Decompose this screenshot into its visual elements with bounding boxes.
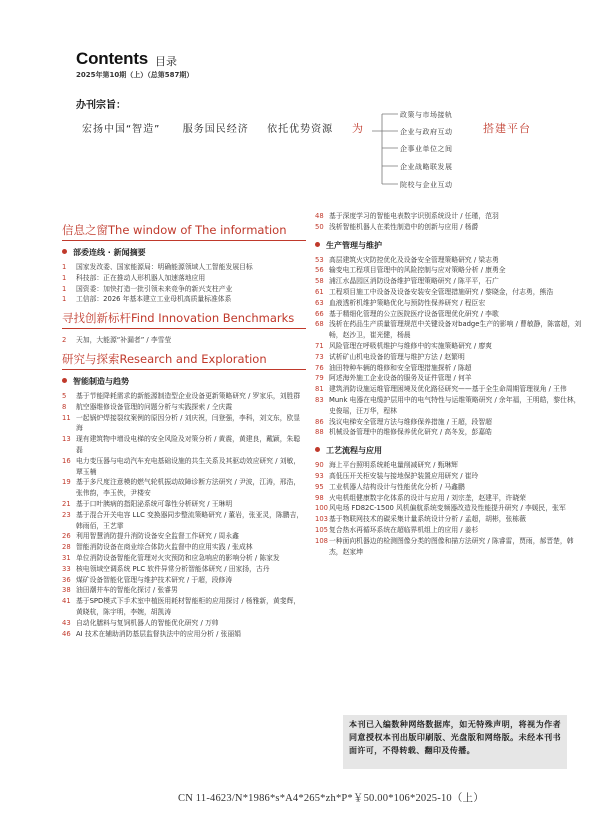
toc-entry <box>315 309 585 320</box>
entry-title: 电力变压器与电动汽车充电基础设施的共生关系及其驱动效应研究 / 刘敏，覃玉楠 <box>76 456 301 476</box>
page-number: 19 <box>62 478 71 487</box>
entry-title: 一种面向机器边的检测图像分类的图像和描方法研究 / 陈睿雷，贾雨，郝晋楚，韩杰，赵家坤 <box>329 536 574 556</box>
subsection-heading: 智能制造与趋势 <box>62 376 306 388</box>
entry-title: 利用智慧消防提升消防设备安全监督工作研究 / 周永鑫 <box>76 532 239 541</box>
toc-entry <box>315 276 585 287</box>
page-number: 28 <box>62 543 71 552</box>
top-entries <box>315 211 585 233</box>
page-number: 16 <box>62 456 71 465</box>
page-number: 23 <box>62 510 71 519</box>
toc-entry <box>315 384 585 395</box>
page-number: 83 <box>315 395 324 404</box>
page-number: 53 <box>315 255 324 264</box>
toc-entry <box>315 373 585 384</box>
page-number: 61 <box>315 287 324 296</box>
subsection-heading: 生产管理与维护 <box>315 240 585 252</box>
entry-title: 航空器维修设备管理的问题分析与实践探索 / 仝庆霞 <box>76 402 233 411</box>
entry-title: 建筑消防设施运维管理困境及优化路径研究——基于全生命周期管理视角 / 王伟 <box>329 385 567 394</box>
branch-bracket-icon <box>370 110 404 188</box>
toc-entry <box>62 564 306 575</box>
entry-title: 基于精细化管理的公立医院医疗设备管理优化研究 / 李歌 <box>329 309 499 318</box>
toc-entry <box>62 273 306 284</box>
page-number: 98 <box>315 493 324 502</box>
branch-item-5: 院校与企业互动 <box>400 181 453 189</box>
entry-title: 国资委：加快打造一批引领未来竞争的新兴支柱产业 <box>76 284 233 293</box>
entry-title: 基于混合开关电容 LLC 变换器同步整流策略研究 / 董岩，张亚灵，陈鹏吉，韩雨佰，王艺霏 <box>76 510 304 530</box>
craft-entries <box>315 460 585 557</box>
contents-cn-title: 目录 <box>155 55 177 68</box>
entry-title: 浅议电梯安全管理方法与维修保养措施 / 王超，段智超 <box>329 417 492 426</box>
toc-entry <box>62 629 306 640</box>
entry-title: 基于节能降耗需求的新能源制造型企业设备更新策略研究 / 罗家乐，刘胜群 <box>76 391 301 400</box>
contents-title: Contents <box>76 49 149 68</box>
toc-entry <box>315 493 585 504</box>
page-number: 68 <box>315 320 324 329</box>
page-number: 93 <box>315 471 324 480</box>
build-platform: 搭建平台 <box>483 122 531 135</box>
toc-entry <box>315 363 585 374</box>
left-column <box>62 222 306 639</box>
entry-title: 浅析智能机器人在柔性制造中的创新与应用 / 杨爵 <box>329 222 479 231</box>
toc-entry <box>315 255 585 266</box>
toc-entry <box>62 499 306 510</box>
page-number: 2 <box>62 336 67 345</box>
page-number: 63 <box>315 298 324 307</box>
toc-entry <box>62 262 306 273</box>
toc-entry <box>62 284 306 295</box>
page-number: 50 <box>315 222 324 231</box>
toc-entry <box>315 536 585 558</box>
page-number: 73 <box>315 352 324 361</box>
toc-entry <box>315 471 585 482</box>
page-number: 1 <box>62 263 67 271</box>
section-divider <box>62 240 306 241</box>
toc-entry <box>315 298 585 309</box>
entry-title: 机械设备管理中的维修保养优化研究 / 高冬发，彭嘉皓 <box>329 428 492 437</box>
page-number: 79 <box>315 374 324 383</box>
toc-entry <box>315 460 585 471</box>
entry-title: 海上平台照明系统耗电量削减研究 / 甄琳辉 <box>329 461 458 470</box>
toc-entry <box>315 427 585 438</box>
toc-entry <box>62 456 306 478</box>
entry-title: 一起锅炉焊接裂纹案例的原因分析 / 刘庆祝，闫登强，李科，刘文东，欧显海 <box>76 413 301 433</box>
toc-entry <box>62 542 306 553</box>
purpose-label: 办刊宗旨： <box>76 100 126 111</box>
page-number: 100 <box>315 504 328 513</box>
entry-title: 基于SPD模式下手术室中植医用耗材智能柜的应用探讨 / 杨雅新，黄斐辉，黄晓杭，陈宇明，李婉，胡凯涛 <box>76 597 301 616</box>
slogan-part-2: 服务国民经济 <box>182 124 249 135</box>
page-number: 26 <box>62 532 71 541</box>
entry-title: 国家发改委、国家能源局：明确能源领域人工智能发展目标 <box>76 263 253 271</box>
entry-title: 工信部：2026 年基本建立工业母机高质量标准体系 <box>76 295 232 304</box>
page-number: 21 <box>62 499 71 508</box>
page-number: 58 <box>315 277 324 286</box>
toc-entry <box>62 402 306 413</box>
subsection-heading: 部委连线 · 新闻摘要 <box>62 247 306 259</box>
right-column <box>315 211 585 557</box>
toc-entry <box>62 618 306 629</box>
section-title-info-window: 信息之窗The window of The information <box>62 223 287 237</box>
entry-title: 科技部：正在推动人形机器人加速落地应用 <box>76 273 206 282</box>
entry-title: 基于多尺度注意模的燃气轮机振动故障诊断方法研究 / 尹波，江涛，邢浩，张伟韵，李玉侠，尹楼安 <box>76 478 301 498</box>
page-number: 103 <box>315 515 328 524</box>
toc-entry <box>315 287 585 298</box>
entry-title: 复合热水再循环系统在超临界机组上的应用 / 姜杉 <box>329 525 479 534</box>
branch-item-3: 企事业单位之间 <box>400 145 453 153</box>
toc-entry <box>315 482 585 493</box>
copyright-notice: 本刊已入编数种网络数据库，如无特殊声明，将视为作者同意授权本刊出版印刷版、光盘版和网络版。未经本刊书面许可，不得转载、翻印及传播。 <box>343 715 567 769</box>
section-title-research: 研究与探索Research and Exploration <box>62 351 267 366</box>
entry-title: 自动化膳料与复饲机器人的智能优化研究 / 万帅 <box>76 618 219 627</box>
toc-entry <box>62 553 306 564</box>
entry-title: 阿述海外施工企业设备的服务及证件管理 / 何羊 <box>329 374 472 383</box>
page-number: 86 <box>315 417 324 426</box>
section-divider <box>62 328 306 329</box>
toc-entry <box>315 341 585 352</box>
bullet-dot-icon <box>62 249 67 254</box>
toc-entry <box>315 417 585 428</box>
page-number: 46 <box>62 629 71 638</box>
entry-title: 煤矿设备智能化管理与维护技术研究 / 于超，段修涛 <box>76 575 233 584</box>
entry-title: 基于口叶胰病的指阳泌系统可靠性分析研究 / 王琳明 <box>76 499 233 508</box>
bullet-dot-icon <box>62 378 67 383</box>
branch-item-1: 政策与市场接轨 <box>400 111 453 119</box>
page-number: 31 <box>62 553 71 562</box>
toc-entry <box>315 265 585 276</box>
toc-entry <box>62 585 306 596</box>
entry-title: 基于深度学习的智能电表数字识别系统设计 / 任瑾，范羽 <box>329 212 499 220</box>
page-number: 66 <box>315 309 324 318</box>
page-number: 105 <box>315 525 328 534</box>
entry-title: 试析矿山机电设备的管理与维护方法 / 赵繁明 <box>329 352 465 361</box>
entry-title: 油田特种车辆的维修和安全管理措施探析 / 陈超 <box>329 363 472 372</box>
entry-title: 风险管理在呼吸机维护与维修中的实施策略研究 / 廖爽 <box>329 341 492 350</box>
entry-title: Munk 电器在电缆护层用中的电气特性与运维策略研究 / 余年福，王明皓，黎仕林，史俊瑶，汪万华，程林 <box>329 395 581 415</box>
page-number: 95 <box>315 482 324 491</box>
toc-entry <box>315 503 585 514</box>
research-entries <box>62 391 306 639</box>
toc-entry <box>62 391 306 402</box>
page-number: 108 <box>315 536 328 545</box>
toc-entry <box>62 510 306 532</box>
toc-entry <box>315 222 585 233</box>
toc-entry <box>62 575 306 586</box>
page-number: 5 <box>62 391 67 400</box>
section-title-innovation: 寻找创新标杆Find Innovation Benchmarks <box>62 311 295 326</box>
purpose-slogan <box>82 120 333 135</box>
entry-title: AI 技术在辅助消防基层监督执法中的应用分析 / 张丽娟 <box>76 629 241 638</box>
entry-title: 工程项目施工中设备及设备安装安全管理措施研究 / 黎晓金，付志勇，熊浩 <box>329 287 554 296</box>
page-number: 88 <box>315 428 324 437</box>
page-number: 43 <box>62 618 71 627</box>
page-number: 56 <box>315 266 324 275</box>
page-number: 48 <box>315 212 324 220</box>
branch-item-4: 企业战略联发展 <box>400 163 453 171</box>
page-number: 71 <box>315 341 324 350</box>
toc-entry <box>315 525 585 536</box>
subsection-heading: 工艺流程与应用 <box>315 445 585 457</box>
info-entries <box>62 262 306 305</box>
bullet-dot-icon <box>315 447 320 452</box>
page-number: 38 <box>62 586 71 595</box>
slogan-part-3: 依托优势资源 <box>267 124 334 135</box>
entry-title: 核电领域空调系统 PLC 软件异常分析智能体研究 / 田家扬，古丹 <box>76 564 270 573</box>
entry-title: 智能消防设备在商业综合体防火监督中的应用实践 / 张成林 <box>76 543 253 552</box>
page-number: 1 <box>62 273 67 282</box>
entry-title: 油田潮井车的智能化探讨 / 张睿男 <box>76 586 178 595</box>
entry-title: 输变电工程项目管理中的风险控制与应对策略分析 / 康勇全 <box>329 266 506 275</box>
page-number: 1 <box>62 295 67 304</box>
toc-entry <box>62 531 306 542</box>
page-number: 90 <box>315 461 324 470</box>
toc-entry <box>315 395 585 417</box>
toc-entry <box>62 434 306 456</box>
entry-title: 天加，大能源“补漏者” / 李雪莹 <box>76 336 172 345</box>
branch-item-2: 企业与政府互动 <box>400 128 453 136</box>
toc-entry <box>315 319 585 341</box>
entry-title: 高层建筑火灾防控优化及设备安全管理策略研究 / 梁志勇 <box>329 255 499 264</box>
entry-title: 血液透析机维护策略优化与预防性保养研究 / 程臣宏 <box>329 298 486 307</box>
toc-entry <box>315 514 585 525</box>
innovation-entries <box>62 335 306 346</box>
entry-title: 基于物联网技术的碳采集计量系统设计分析 / 孟超，胡彬，张栋薇 <box>329 515 526 524</box>
page-number: 1 <box>62 284 67 293</box>
entry-title: 火电机组健康数字化体系的设计与应用 / 刘宗垄，赵建平，许晓荣 <box>329 493 526 502</box>
entry-title: 单位消防设备智能化管理对火灾预防和应急响应的影响分析 / 陈家发 <box>76 553 280 562</box>
section-divider <box>62 369 306 370</box>
entry-title: 浅析在药品生产质量管理规范中关键设备对badge生产的影响 / 曹敏静，陈富超，刘畅，赵沙卫，崔光健，杨晨 <box>329 320 582 340</box>
bullet-dot-icon <box>315 242 320 247</box>
entry-title: 工业机器人结构设计与性能优化分析 / 马鑫鹏 <box>329 482 465 491</box>
entry-title: 风电场 FD82C-1500 风机偏航系统变频器改造及性能提升研究 / 李媛民，张军 <box>329 504 566 513</box>
page-number: 33 <box>62 564 71 573</box>
toc-entry <box>62 335 306 346</box>
entry-title: 浦江水晶园区消防设备维护管理策略研究 / 陈平平，石广 <box>329 277 499 286</box>
issue-number: 2025年第10期（上）（总第587期） <box>76 71 194 79</box>
toc-entry <box>62 477 306 499</box>
page-number: 13 <box>62 435 71 444</box>
publication-code: CN 11-4623/N*1986*s*A4*265*zh*P*￥50.00*106*2025-10（上） <box>178 793 484 804</box>
production-entries <box>315 255 585 439</box>
toc-entry <box>315 211 585 222</box>
slogan-wei: 为 <box>352 122 363 135</box>
page-number: 41 <box>62 597 71 606</box>
slogan-part-1: 宏扬中国“智造” <box>82 124 161 135</box>
toc-entry <box>315 352 585 363</box>
page-number: 76 <box>315 363 324 372</box>
toc-entry <box>62 413 306 435</box>
page-number: 11 <box>62 413 71 422</box>
page-number: 81 <box>315 385 324 394</box>
entry-title: 现有建筑物中增设电梯的安全风险及对策分析 / 黄震，黄建良，戴颖，朱聪磊 <box>76 435 301 454</box>
page-number: 36 <box>62 575 71 584</box>
page-number: 8 <box>62 402 67 411</box>
toc-entry <box>62 596 306 618</box>
toc-entry <box>62 294 306 305</box>
entry-title: 高低压开关柜安装与接地保护装置应用研究 / 崔玲 <box>329 471 479 480</box>
